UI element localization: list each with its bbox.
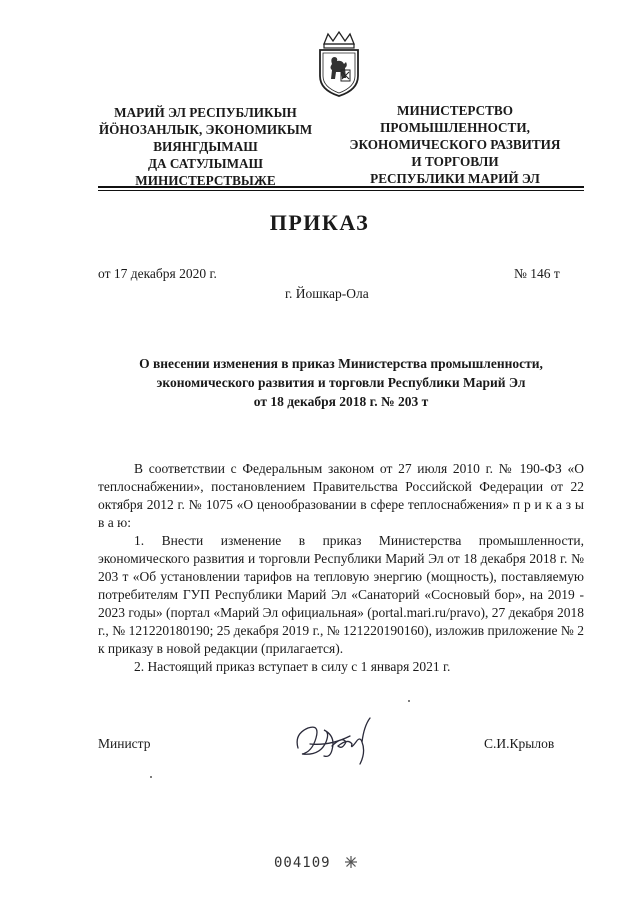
header-divider-thick [98,186,584,188]
header-right-line: И ТОРГОВЛИ [411,154,499,169]
speck [150,776,152,778]
header-right-russian [330,102,580,187]
serial-star-icon [344,855,358,869]
serial-number [274,855,358,871]
header-right-line: ПРОМЫШЛЕННОСТИ, [380,120,530,135]
signatory-position: Министр [98,736,151,751]
subject-line: экономического развития и торговли Республики Марий Эл [156,375,526,390]
coat-of-arms-emblem [314,30,364,98]
header-left-line: МИНИСТЕРСТВЫЖЕ [135,173,276,188]
body-paragraph-preamble: В соответствии с Федеральным законом от 27 июля 2010 г. № 190-ФЗ «О теплоснабжении», постановлением Правительства Российской Федерации от 22 октября 2012 г. № 1075 «О ценообразовании в сфере теплоснабжения» п р и к а з ы в а ю: [98,461,584,530]
header-left-line: ДА САТУЛЫМАШ [147,156,264,171]
header-divider-thin [98,190,584,191]
header-left-line: ЙӦНОЗАНЛЫК, ЭКОНОМИКЫМ [98,122,313,137]
serial-number-value: 004109 [274,855,331,871]
document-body [98,460,584,676]
document-subject [98,354,584,411]
body-paragraph-item-2: 2. Настоящий приказ вступает в силу с 1 января 2021 г. [134,659,451,674]
speck [408,700,410,702]
body-paragraph-item-1: 1. Внести изменение в приказ Министерства промышленности, экономического развития и торговли Республики Марий Эл от 18 декабря 2018 г. № 203 т «Об установлении тарифов на тепловую энергию (мощность), поставляемую потребителям ГУП Республики Марий Эл «Санаторий «Сосновый бор», на 2019 - 2023 годы» (портал «Марий Эл официальная» (portal.mari.ru/pravo), 27 декабря 2018 г., № 121220180190; 25 декабря 2019 г., № 121220190160), изложив приложение № 2 к приказу в новой редакции (прилагается). [98,533,584,656]
document-city: г. Йошкар-Ола [285,286,369,301]
header-right-line: ЭКОНОМИЧЕСКОГО РАЗВИТИЯ [349,137,561,152]
document-date: от 17 декабря 2020 г. [98,266,217,281]
header-left-line: МАРИЙ ЭЛ РЕСПУБЛИКЫН [114,105,297,120]
subject-line: от 18 декабря 2018 г. № 203 т [253,394,429,409]
handwritten-signature [290,706,380,776]
header-left-line: ВИЯНГДЫМАШ [153,139,258,154]
header-right-line: МИНИСТЕРСТВО [397,103,513,118]
header-right-line: РЕСПУБЛИКИ МАРИЙ ЭЛ [370,171,540,186]
header-left-marian [98,104,313,189]
document-number: № 146 т [514,266,560,281]
document-title: ПРИКАЗ [269,210,370,235]
subject-line: О внесении изменения в приказ Министерства промышленности, [139,356,543,371]
signatory-name: С.И.Крылов [484,736,555,751]
